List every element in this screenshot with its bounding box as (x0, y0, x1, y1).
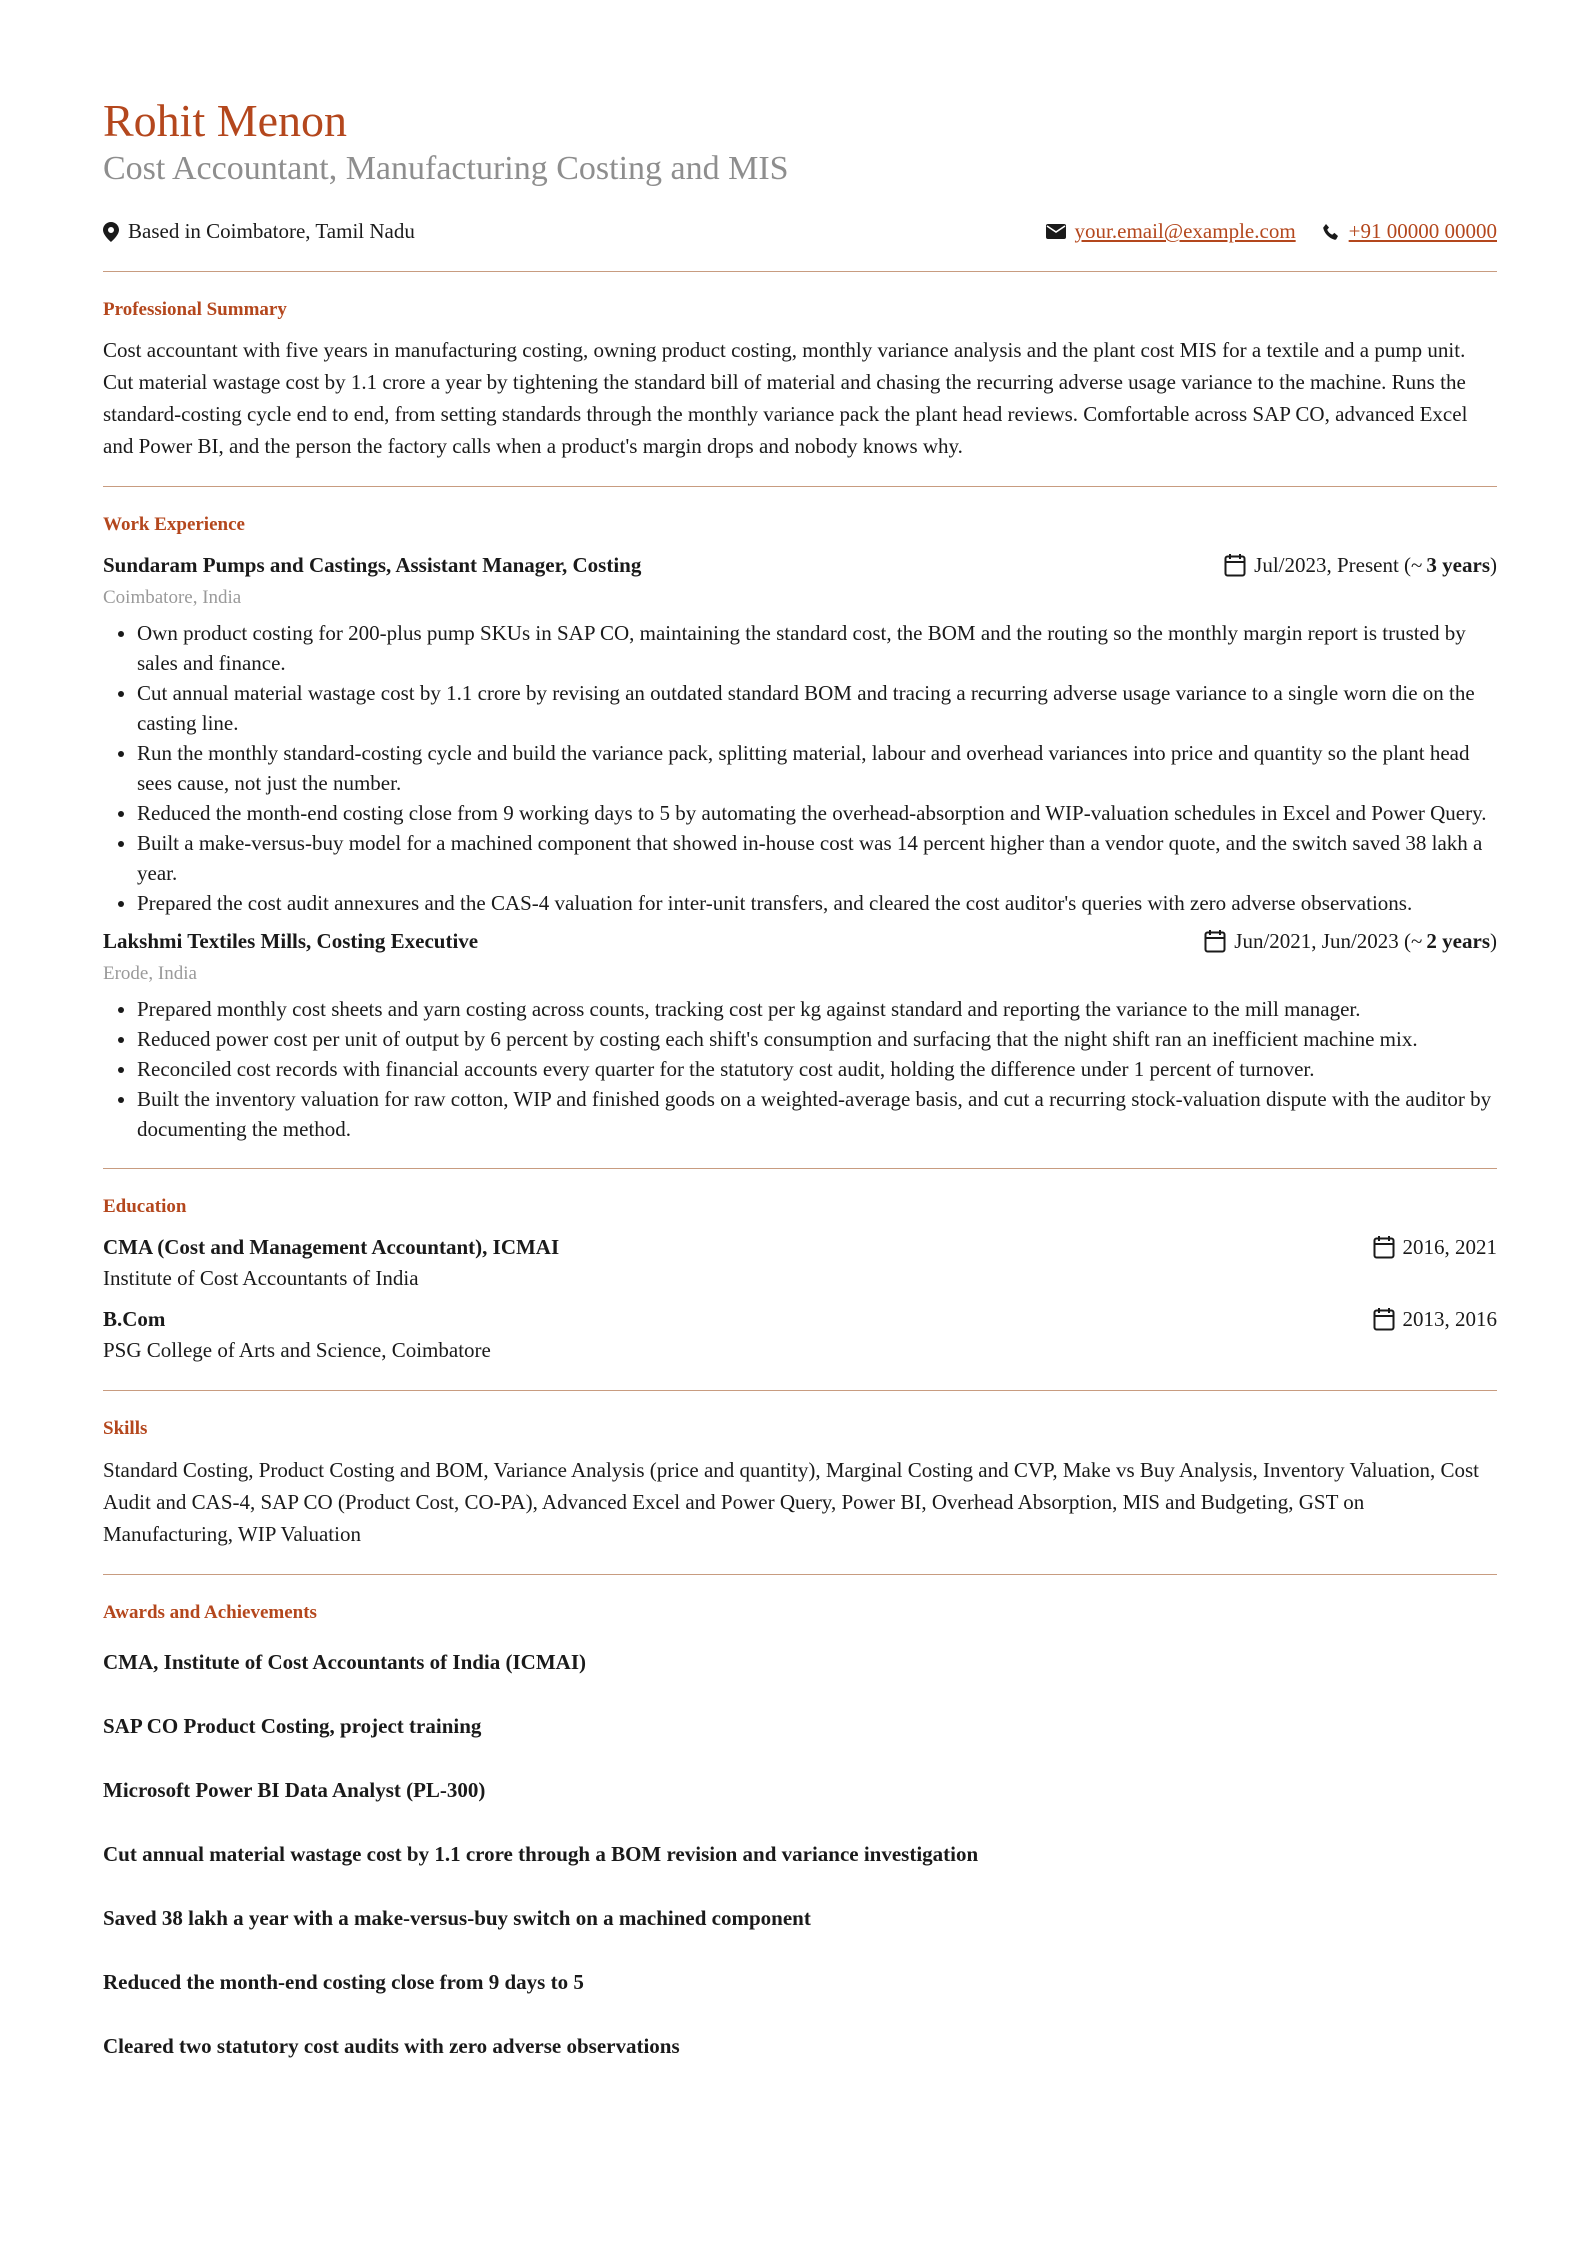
award-item: Cut annual material wastage cost by 1.1 crore through a BOM revision and variance investigation (103, 1842, 979, 1867)
email-item[interactable] (1046, 219, 1296, 244)
list-item: • Built the inventory valuation for raw cotton, WIP and finished goods on a weighted-average basis, and cut a recurring stock-valuation dispute with the auditor by documenting the method. (137, 1084, 1497, 1144)
list-item: • Prepared the cost audit annexures and the CAS-4 valuation for inter-unit transfers, and cleared the cost auditor's queries with zero adverse observations. (137, 888, 1497, 918)
education-title: Education (103, 1196, 187, 1218)
job-duration: 3 years (1426, 553, 1490, 578)
job-date-range: Jul/2023, Present (~ (1254, 553, 1423, 578)
job-location: Coimbatore, India (103, 587, 242, 609)
education-entry (103, 1232, 1497, 1294)
job-date-range: Jun/2021, Jun/2023 (~ (1234, 929, 1423, 954)
education-date-range: 2013, 2016 (1402, 1306, 1497, 1331)
job-heading: Lakshmi Textiles Mills, Costing Executive (103, 929, 479, 954)
education-dates (1373, 1232, 1498, 1262)
email-link[interactable]: your.email@example.com (1074, 219, 1296, 244)
award-item: SAP CO Product Costing, project training (103, 1714, 482, 1739)
list-item: • Run the monthly standard-costing cycle and build the variance pack, splitting material, labour and overhead variances into price and quantity so the plant head sees cause, not just the number. (137, 738, 1497, 798)
education-section (103, 1195, 1497, 1366)
calendar-icon (1373, 1307, 1395, 1331)
award-item: Cleared two statutory cost audits with zero adverse observations (103, 2034, 680, 2059)
experience-title: Work Experience (103, 514, 245, 536)
job-entry (103, 550, 1497, 918)
education-dates (1373, 1304, 1498, 1334)
candidate-headline: Cost Accountant, Manufacturing Costing and MIS (103, 149, 789, 187)
skills-text: Standard Costing, Product Costing and BOM, Variance Analysis (price and quantity), Marginal Costing and CVP, Make vs Buy Analysis, Inventory Valuation, Cost Audit and CAS-4, SAP CO (Product Cost, CO-PA), Advanced Excel and Power Query, Power BI, Overhead Absorption, MIS and Budgeting, GST on Manufacturing, WIP Valuation (103, 1457, 1479, 1546)
divider (103, 486, 1497, 487)
calendar-icon (1204, 929, 1226, 953)
contact-row (103, 217, 1497, 247)
award-item: Saved 38 lakh a year with a make-versus-buy switch on a machined component (103, 1906, 811, 1931)
calendar-icon (1373, 1235, 1395, 1259)
summary-text: Cost accountant with five years in manufacturing costing, owning product costing, monthly variance analysis and the plant cost MIS for a textile and a pump unit. Cut material wastage cost by 1.1 crore a year by tightening the standard bill of material and chasing the recurring adverse usage variance to the machine. Runs the standard-costing cycle end to end, from setting standards through the monthly variance pack the plant head reviews. Comfortable across SAP CO, advanced Excel and Power BI, and the person the factory calls when a product's margin drops and nobody knows why. (103, 338, 1468, 459)
awards-section (103, 1601, 1497, 2062)
summary-section (103, 298, 1497, 463)
education-entry (103, 1304, 1497, 1366)
list-item: • Reduced power cost per unit of output by 6 percent by costing each shift's consumption and surfacing that the night shift ran an inefficient machine mix. (137, 1024, 1497, 1054)
award-item: Reduced the month-end costing close from 9 days to 5 (103, 1970, 584, 1995)
job-date-close: ) (1490, 553, 1497, 578)
education-school: PSG College of Arts and Science, Coimbatore (103, 1337, 491, 1362)
job-duration: 2 years (1426, 929, 1490, 954)
list-item: • Prepared monthly cost sheets and yarn costing across counts, tracking cost per kg against standard and reporting the variance to the mill manager. (137, 994, 1497, 1024)
job-dates (1224, 550, 1497, 580)
location-item (103, 219, 415, 244)
envelope-icon (1046, 224, 1066, 239)
award-item: Microsoft Power BI Data Analyst (PL-300) (103, 1778, 486, 1803)
education-degree: B.Com (103, 1306, 166, 1331)
list-item: • Built a make-versus-buy model for a machined component that showed in-house cost was 14 percent higher than a vendor quote, and the switch saved 38 lakh a year. (137, 828, 1497, 888)
phone-item[interactable] (1322, 219, 1497, 244)
calendar-icon (1224, 553, 1246, 577)
location-text: Based in Coimbatore, Tamil Nadu (128, 219, 415, 244)
job-location: Erode, India (103, 963, 197, 985)
education-date-range: 2016, 2021 (1402, 1234, 1497, 1259)
list-item: • Reconciled cost records with financial accounts every quarter for the statutory cost audit, holding the difference under 1 percent of turnover. (137, 1054, 1497, 1084)
job-dates (1204, 926, 1497, 956)
experience-section (103, 513, 1497, 1144)
skills-title: Skills (103, 1417, 148, 1439)
divider (103, 271, 1497, 272)
job-bullets (103, 618, 1497, 918)
awards-title: Awards and Achievements (103, 1601, 317, 1623)
education-degree: CMA (Cost and Management Accountant), ICMAI (103, 1234, 560, 1259)
skills-section (103, 1417, 1497, 1550)
list-item: • Reduced the month-end costing close from 9 working days to 5 by automating the overhead-absorption and WIP-valuation schedules in Excel and Power Query. (137, 798, 1497, 828)
education-school: Institute of Cost Accountants of India (103, 1265, 419, 1290)
award-item: CMA, Institute of Cost Accountants of India (ICMAI) (103, 1650, 586, 1675)
divider (103, 1390, 1497, 1391)
phone-icon (1322, 223, 1340, 241)
summary-title: Professional Summary (103, 298, 287, 320)
map-pin-icon (103, 222, 119, 242)
phone-link[interactable]: +91 00000 00000 (1348, 219, 1497, 244)
divider (103, 1574, 1497, 1575)
job-heading: Sundaram Pumps and Castings, Assistant Manager, Costing (103, 553, 642, 578)
job-date-close: ) (1490, 929, 1497, 954)
resume-page (103, 96, 1497, 2095)
awards-list (103, 1647, 1497, 2061)
list-item: • Own product costing for 200-plus pump SKUs in SAP CO, maintaining the standard cost, the BOM and the routing so the monthly margin report is trusted by sales and finance. (137, 618, 1497, 678)
divider (103, 1168, 1497, 1169)
list-item: • Cut annual material wastage cost by 1.1 crore by revising an outdated standard BOM and tracing a recurring adverse usage variance to a single worn die on the casting line. (137, 678, 1497, 738)
job-entry (103, 926, 1497, 1144)
candidate-name: Rohit Menon (103, 95, 348, 146)
job-bullets (103, 994, 1497, 1144)
